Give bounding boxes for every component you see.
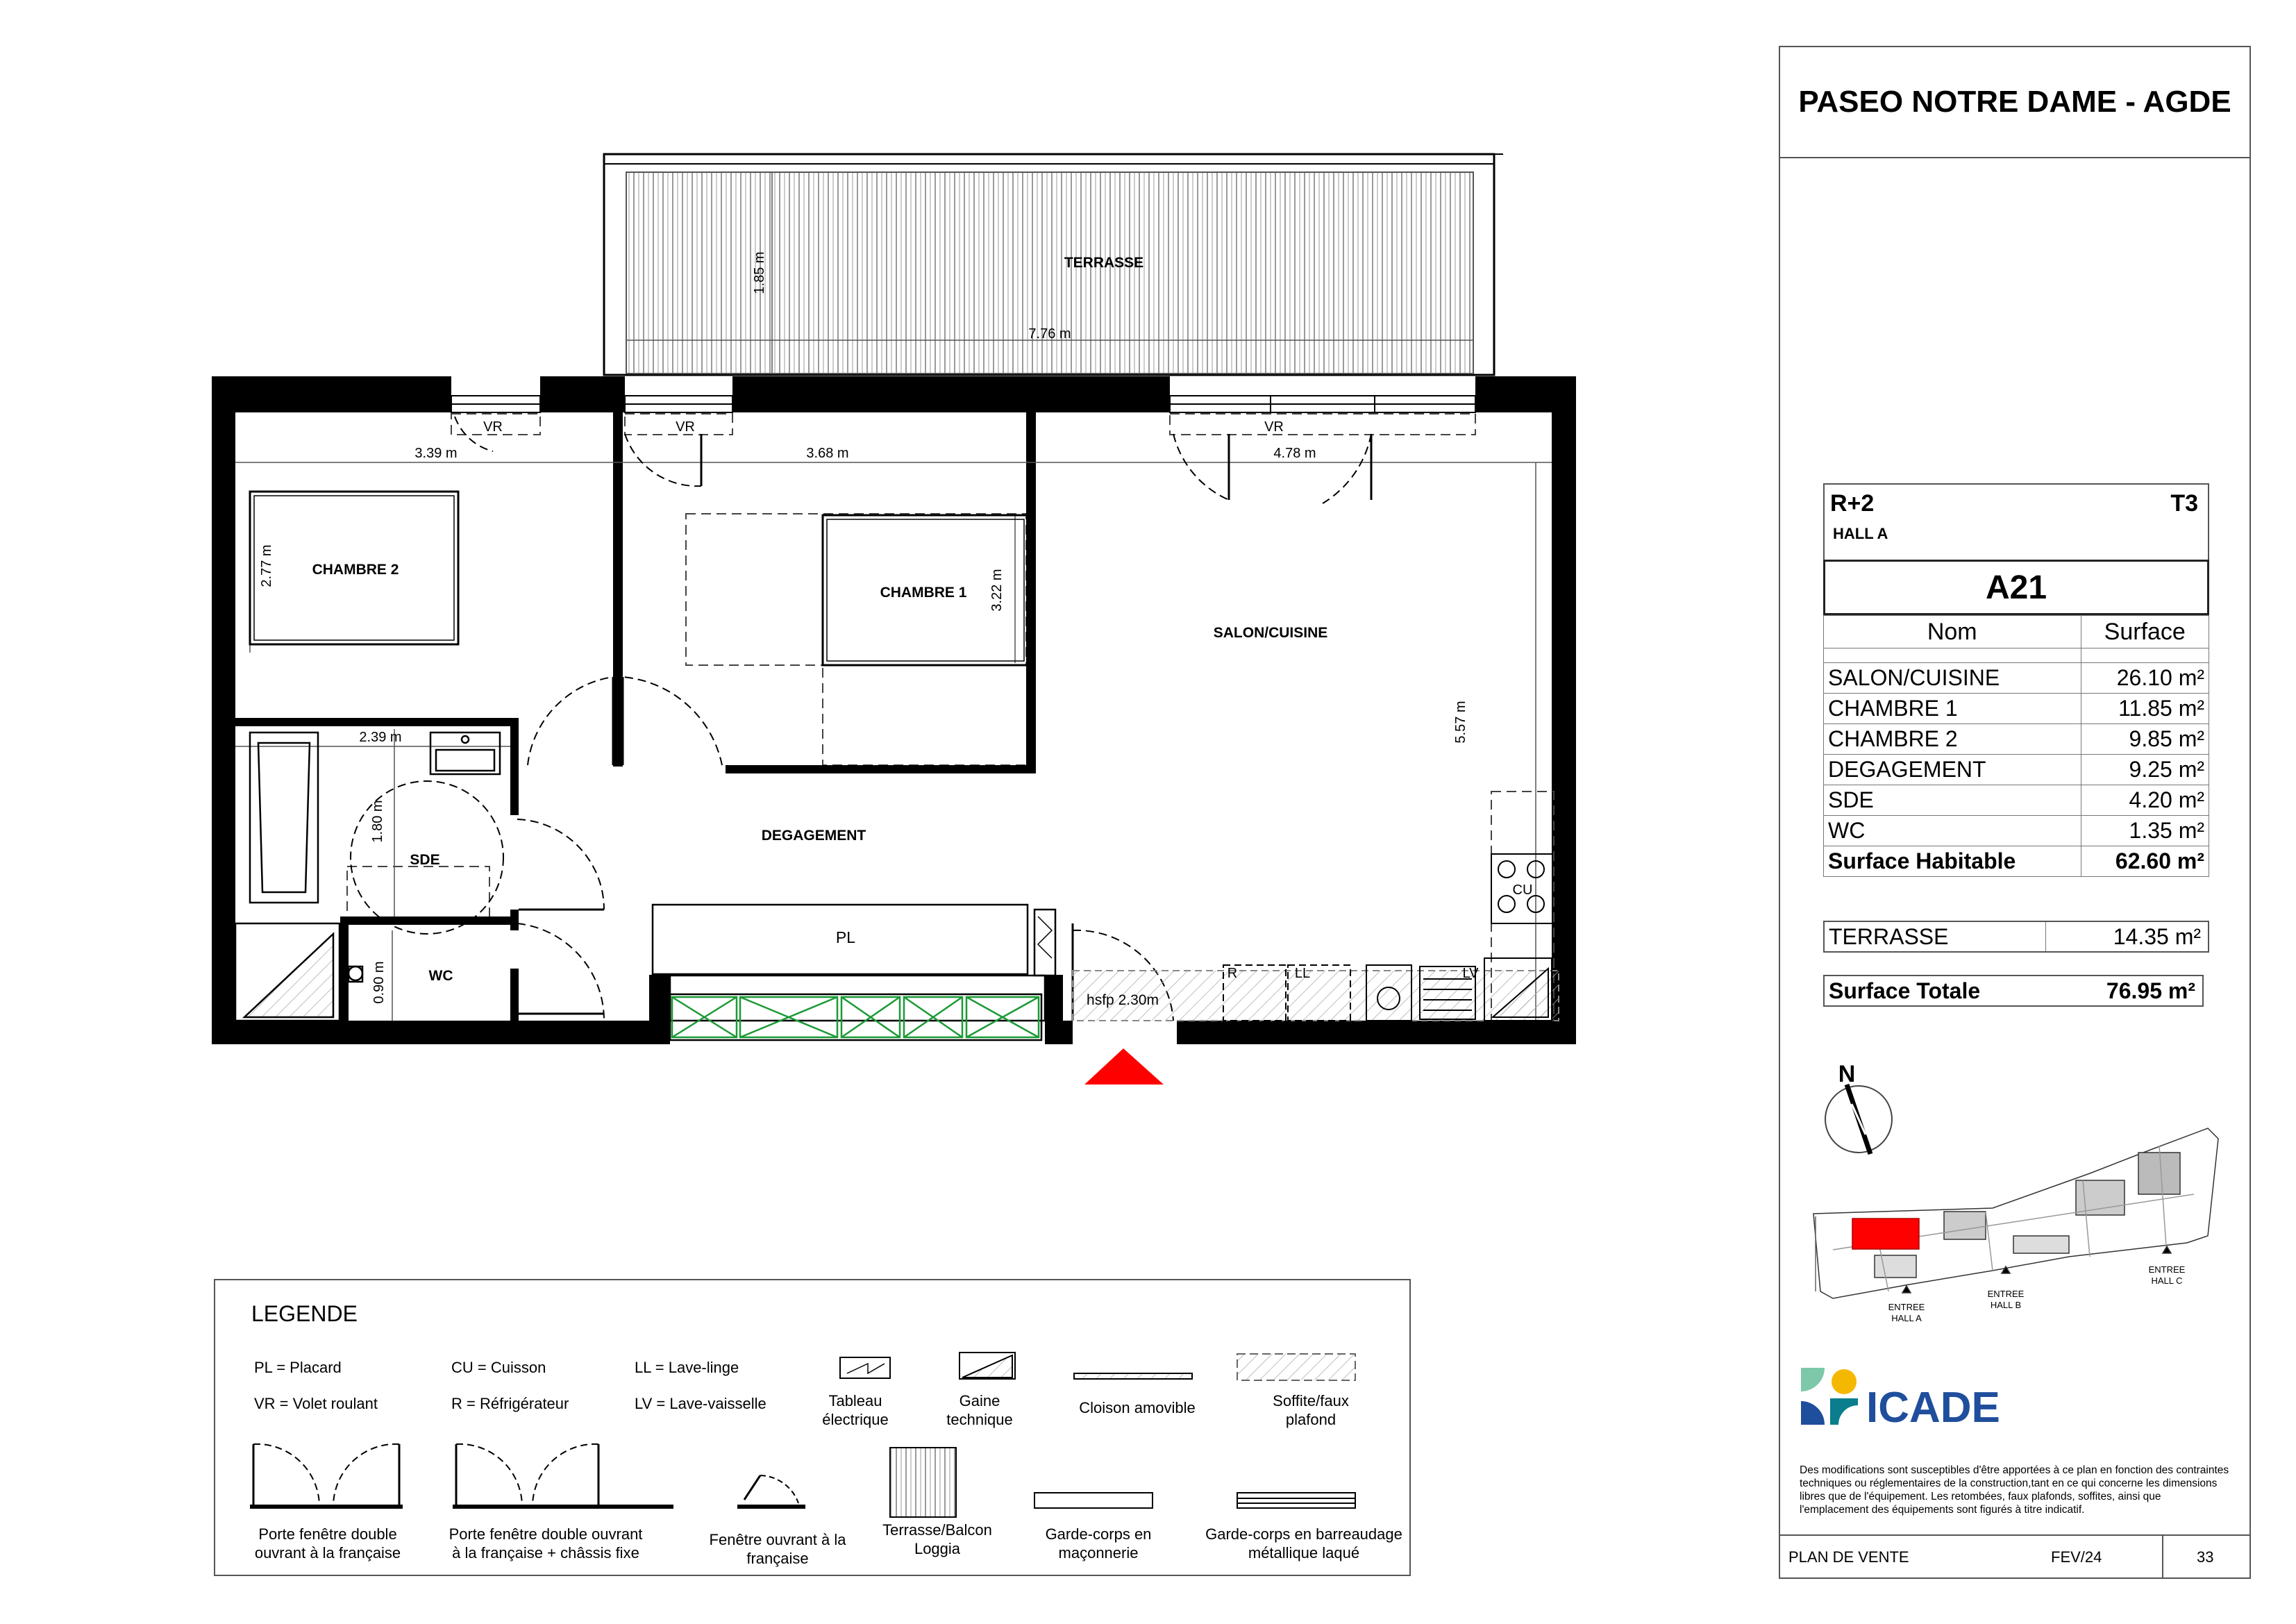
surface-table [1823, 615, 2209, 877]
legend-gcb: Garde-corps en barreaudage métallique laqué [1205, 1525, 1402, 1562]
legend-fenetre: Fenêtre ouvrant à la française [709, 1531, 846, 1567]
room-surface: 4.20 m² [2081, 785, 2209, 816]
dim-wc-width: 0.90 m [371, 961, 387, 1004]
table-header [1824, 616, 2209, 648]
label-salon: SALON/CUISINE [1213, 625, 1328, 641]
legend [214, 1279, 1411, 1576]
dim-sde-depth: 1.80 m [370, 800, 385, 843]
terrace-label: TERRASSE [1829, 923, 1949, 949]
dim-terrasse-width: 7.76 m [1028, 326, 1071, 342]
room-name: DEGAGEMENT [1824, 755, 2081, 785]
legend-vr: VR = Volet roulant [254, 1395, 378, 1412]
total-row [1823, 975, 2204, 1007]
table-row [1824, 694, 2209, 724]
legend-terrasse: Terrasse/Balcon Loggia [882, 1521, 992, 1557]
apartment-type: T3 [2170, 490, 2198, 517]
hall-label: HALL A [1833, 525, 1888, 542]
room-surface: 9.85 m² [2081, 724, 2209, 755]
habitable-row [1824, 846, 2209, 877]
entrance-arrow [1084, 1048, 1164, 1085]
soffit-lines [347, 414, 1554, 1021]
label-wc: WC [428, 968, 453, 984]
dim-salon-width: 4.78 m [1273, 446, 1316, 461]
room-name: CHAMBRE 2 [1824, 724, 2081, 755]
dim-terrasse-depth: 1.85 m [752, 251, 767, 294]
ll-label: LL [1294, 966, 1311, 981]
legend-gaine: Gaine technique [946, 1392, 1013, 1428]
label-chambre2: CHAMBRE 2 [312, 562, 399, 578]
legend-lv: LV = Lave-vaisselle [635, 1395, 766, 1412]
title-block [1779, 46, 2251, 1579]
room-name: CHAMBRE 1 [1824, 694, 2081, 724]
terrace-row [1823, 921, 2209, 953]
entree-b-2: HALL B [1990, 1300, 2022, 1310]
entree-c-1: ENTREE [2148, 1264, 2186, 1275]
brand-wordmark: ICADE [1866, 1384, 2000, 1432]
habitable-value: 62.60 m² [2081, 846, 2209, 877]
disclaimer: Des modifications sont susceptibles d'être apportées à ce plan en fonction des contraintes techniques ou réglementaires de la construction,tant en ce qui concerne les dimensions libres que de l'équipement. Les retombées, faux plafonds, soffites, ainsi que l'emplacement des équipements sont figurés à titre indicatif. [1800, 1464, 2229, 1516]
project-title: PASEO NOTRE DAME - AGDE [1780, 47, 2249, 158]
room-surface: 26.10 m² [2081, 663, 2209, 694]
dim-chambre1-width: 3.68 m [806, 446, 849, 461]
hsfp-label: hsfp 2.30m [1087, 992, 1159, 1008]
doc-type: PLAN DE VENTE [1788, 1548, 1909, 1566]
table-row [1824, 755, 2209, 785]
entree-c-2: HALL C [2151, 1275, 2183, 1286]
legend-title: LEGENDE [251, 1301, 358, 1326]
lv-label: LV [1462, 966, 1479, 981]
col-surface: Surface [2081, 616, 2209, 648]
legend-tableau: Tableau électrique [822, 1392, 889, 1428]
beds [250, 492, 1028, 665]
entree-b-1: ENTREE [1987, 1289, 2025, 1299]
legend-ll: LL = Lave-linge [635, 1359, 739, 1376]
room-surface: 1.35 m² [2081, 816, 2209, 846]
floor-level: R+2 [1830, 490, 1875, 517]
north-label: N [1838, 1061, 1856, 1087]
table-row [1824, 663, 2209, 694]
table-row [1824, 724, 2209, 755]
lot-number: A21 [1823, 560, 2209, 615]
legend-cloison: Cloison amovible [1079, 1399, 1196, 1416]
legend-pfd: Porte fenêtre double ouvrant à la française [254, 1525, 401, 1562]
entree-a-2: HALL A [1891, 1313, 1922, 1323]
legend-soffite: Soffite/faux plafond [1273, 1392, 1349, 1428]
col-name: Nom [1824, 616, 2081, 648]
r-label: R [1227, 966, 1238, 981]
bathroom-fixtures [235, 733, 500, 1021]
dim-sde-width: 2.39 m [359, 730, 402, 745]
total-label: Surface Totale [1829, 978, 1981, 1003]
dim-salon-depth: 5.57 m [1453, 701, 1468, 744]
footer [1780, 1534, 2249, 1579]
label-degagement: DEGAGEMENT [761, 828, 866, 844]
apartment-header [1823, 483, 2209, 560]
habitable-label: Surface Habitable [1824, 846, 2081, 877]
room-name: WC [1824, 816, 2081, 846]
page-number: 33 [2197, 1548, 2214, 1566]
dim-chambre1-depth: 3.22 m [989, 569, 1005, 612]
entree-a-1: ENTREE [1888, 1302, 1925, 1312]
legend-gcm: Garde-corps en maçonnerie [1045, 1525, 1152, 1562]
placard [653, 905, 1055, 1021]
vr-label-2: VR [676, 419, 695, 435]
doc-date: FEV/24 [2051, 1548, 2102, 1566]
terrace [604, 154, 1503, 375]
total-value: 76.95 m² [2106, 978, 2195, 1003]
label-terrasse: TERRASSE [1064, 255, 1144, 271]
table-row [1824, 816, 2209, 846]
label-sde: SDE [410, 852, 440, 868]
room-name: SALON/CUISINE [1824, 663, 2081, 694]
legend-r: R = Réfrigérateur [451, 1395, 569, 1412]
table-row [1824, 785, 2209, 816]
legend-cu: CU = Cuisson [451, 1359, 546, 1376]
apartment-card [1823, 483, 2209, 1003]
dim-chambre2-width: 3.39 m [414, 446, 458, 461]
dim-chambre2-depth: 2.77 m [259, 544, 274, 587]
room-surface: 11.85 m² [2081, 694, 2209, 724]
room-name: SDE [1824, 785, 2081, 816]
room-surface: 9.25 m² [2081, 755, 2209, 785]
vr-label-1: VR [483, 419, 503, 435]
label-chambre1: CHAMBRE 1 [880, 585, 967, 601]
terrace-value: 14.35 m² [2113, 923, 2201, 949]
interior-walls [235, 412, 1036, 1024]
vr-label-3: VR [1264, 419, 1284, 435]
legend-pl: PL = Placard [254, 1359, 342, 1376]
cu-label: CU [1512, 882, 1533, 898]
label-pl: PL [835, 928, 856, 946]
legend-pfdc: Porte fenêtre double ouvrant à la française + châssis fixe [449, 1525, 643, 1562]
